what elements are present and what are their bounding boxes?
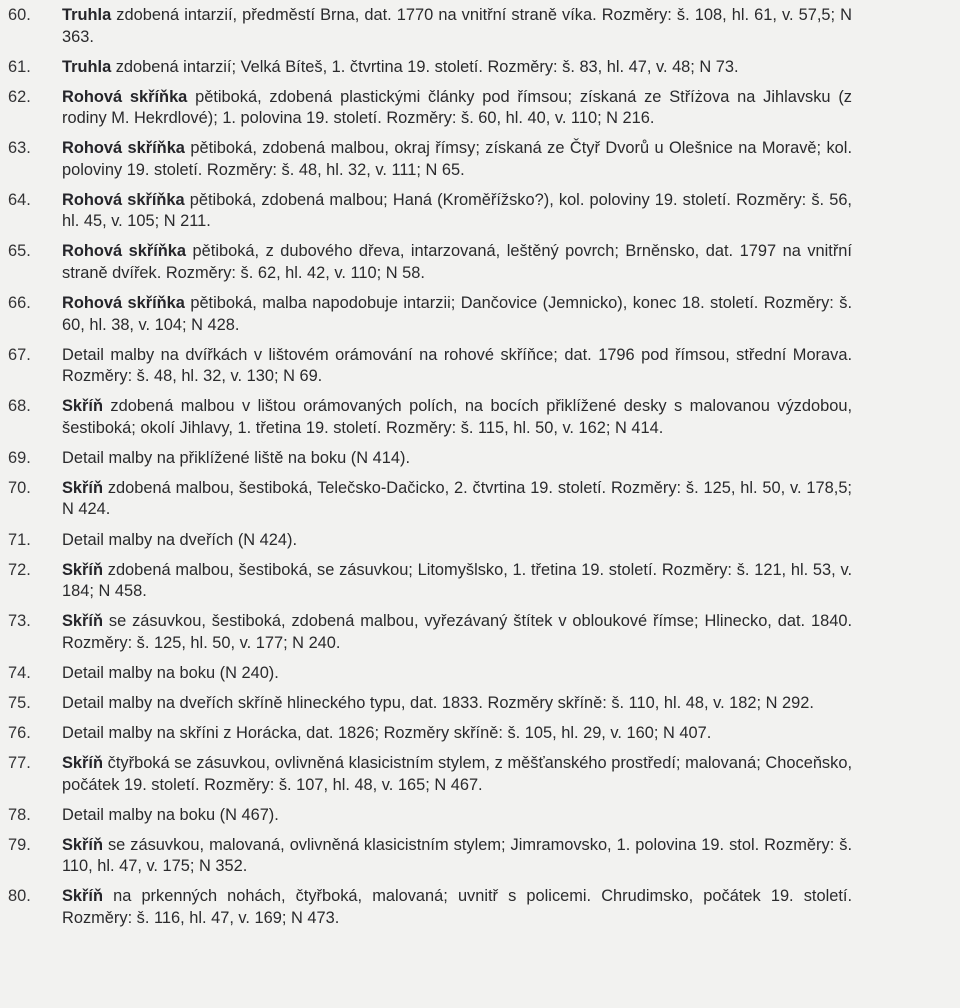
entry-number: 68.	[8, 397, 31, 416]
entry-text: zdobená malbou v lištou orámovaných polích, na bocích přiklížené desky s malovanou výzdobou, šestiboká; okolí Jihlavy, 1. třetina 19. století. Rozměry: š. 115, hl. 50, v. 162; N 414.	[62, 397, 852, 437]
entry-text: Detail malby na boku (N 240).	[62, 663, 279, 682]
entry-text: Detail malby na dvířkách v lištovém orámování na rohové skříňce; dat. 1796 pod římsou, střední Morava. Rozměry: š. 48, hl. 32, v. 130; N 69.	[62, 345, 852, 386]
entry-number: 79.	[8, 835, 31, 854]
entry-text: na prkenných nohách, čtyřboká, malovaná; uvnitř s policemi. Chrudimsko, počátek 19. století. Rozměry: š. 116, hl. 47, v. 169; N 473.	[62, 887, 852, 927]
entry-text: Detail malby na dveřích skříně hlineckého typu, dat. 1833. Rozměry skříně: š. 110, hl. 48, v. 182; N 292.	[62, 693, 814, 712]
entry-text: Detail malby na skříni z Horácka, dat. 1826; Rozměry skříně: š. 105, hl. 29, v. 160; N 407.	[62, 724, 712, 742]
entry-lead: Rohová skříňka	[62, 294, 185, 313]
entry-description	[62, 138, 852, 181]
entry-text: zdobená malbou, šestiboká, Telečsko-Dačicko, 2. čtvrtina 19. století. Rozměry: š. 125, hl. 50, v. 178,5; N 424.	[62, 478, 852, 519]
entry-description	[62, 560, 852, 603]
entry-description	[62, 835, 852, 878]
entry-description	[62, 478, 852, 521]
entry-number: 80.	[8, 887, 31, 906]
entry-number: 73.	[8, 612, 31, 631]
entry-lead: Rohová skříňka	[62, 242, 187, 261]
entry-description	[62, 753, 852, 796]
entry-number: 62.	[8, 87, 31, 106]
entry-lead: Skříň	[62, 887, 103, 906]
entry-lead: Rohová skříňka	[62, 190, 185, 209]
list-item	[0, 611, 960, 654]
list-item	[0, 5, 960, 48]
entry-text: pětiboká, z dubového dřeva, intarzovaná, leštěný povrch; Brněnsko, dat. 1797 na vnitřní straně dvířek. Rozměry: š. 62, hl. 42, v. 110; N 58.	[62, 242, 852, 282]
entry-number: 78.	[8, 805, 31, 824]
entry-lead: Skříň	[62, 478, 103, 497]
entry-number: 74.	[8, 663, 31, 682]
entry-lead: Skříň	[62, 397, 103, 416]
list-item	[0, 138, 960, 181]
entry-number: 60.	[8, 6, 31, 24]
entry-number: 75.	[8, 693, 31, 712]
entry-number: 72.	[8, 560, 31, 579]
entry-description	[62, 57, 852, 79]
entry-description	[62, 345, 852, 388]
entry-text: Detail malby na boku (N 467).	[62, 805, 279, 824]
entry-number: 70.	[8, 478, 31, 497]
list-item	[0, 478, 960, 521]
entry-description	[62, 611, 852, 654]
entry-number: 66.	[8, 294, 31, 313]
entry-number: 63.	[8, 139, 31, 158]
list-item	[0, 396, 960, 439]
entry-number: 77.	[8, 754, 31, 773]
list-item	[0, 753, 960, 796]
entry-text: pětiboká, malba napodobuje intarzii; Dančovice (Jemnicko), konec 18. století. Rozměry: š. 60, hl. 38, v. 104; N 428.	[62, 294, 852, 334]
entry-text: pětiboká, zdobená plastickými články pod římsou; získaná ze Stříżova na Jihlavsku (z rodiny M. Hekrdlové); 1. polovina 19. století. Rozměry: š. 60, hl. 40, v. 110; N 216.	[62, 87, 852, 128]
list-item	[0, 87, 960, 130]
entry-number: 67.	[8, 345, 31, 364]
entry-text: Detail malby na dveřích (N 424).	[62, 530, 298, 549]
entry-description	[62, 886, 852, 929]
entry-description	[62, 190, 852, 233]
list-item	[0, 835, 960, 878]
entry-number: 69.	[8, 448, 31, 467]
list-item	[0, 723, 960, 745]
entry-description	[62, 293, 852, 336]
entry-lead: Skříň	[62, 612, 103, 631]
entry-text: se zásuvkou, malovaná, ovlivněná klasicistním stylem; Jimramovsko, 1. polovina 19. stol. Rozměry: š. 110, hl. 47, v. 175; N 352.	[62, 835, 852, 876]
entry-text: zdobená malbou, šestiboká, se zásuvkou; Litomyšlsko, 1. třetina 19. století. Rozměry: š. 121, hl. 53, v. 184; N 458.	[62, 560, 852, 601]
list-item	[0, 693, 960, 715]
entry-lead: Truhla	[62, 57, 112, 76]
entry-description	[62, 5, 852, 48]
entry-description	[62, 87, 852, 130]
entry-text: čtyřboká se zásuvkou, ovlivněná klasicistním stylem, z měšťanského prostředí; malovaná; Choceňsko, počátek 19. století. Rozměry: š. 107, hl. 48, v. 165; N 467.	[62, 754, 852, 794]
list-item	[0, 560, 960, 603]
entry-text: Detail malby na přiklížené liště na boku (N 414).	[62, 448, 411, 467]
entry-text: pětiboká, zdobená malbou, okraj římsy; získaná ze Čtyř Dvorů u Olešnice na Moravě; kol. poloviny 19. století. Rozměry: š. 48, hl. 32, v. 111; N 65.	[62, 139, 852, 179]
entry-lead: Skříň	[62, 560, 103, 579]
list-item	[0, 190, 960, 233]
entry-description	[62, 530, 852, 552]
entry-text: se zásuvkou, šestiboká, zdobená malbou, vyřezávaný štítek v obloukové římse; Hlinecko, dat. 1840. Rozměry: š. 125, hl. 50, v. 177; N 240.	[62, 612, 852, 652]
list-item	[0, 663, 960, 685]
list-item	[0, 293, 960, 336]
entry-text: zdobená intarzií, předměstí Brna, dat. 1770 na vnitřní straně víka. Rozměry: š. 108, hl. 61, v. 57,5; N 363.	[62, 6, 852, 46]
entry-lead: Skříň	[62, 835, 103, 854]
entry-description	[62, 396, 852, 439]
entry-lead: Rohová skříňka	[62, 87, 188, 106]
list-item	[0, 448, 960, 470]
entry-number: 76.	[8, 724, 31, 742]
list-item	[0, 241, 960, 284]
list-item	[0, 530, 960, 552]
entry-description	[62, 693, 852, 715]
entry-description	[62, 448, 852, 470]
list-item	[0, 805, 960, 827]
entry-description	[62, 241, 852, 284]
list-item	[0, 57, 960, 79]
list-item	[0, 886, 960, 929]
entry-text: zdobená intarzií; Velká Bíteš, 1. čtvrtina 19. století. Rozměry: š. 83, hl. 47, v. 48; N 73.	[111, 57, 739, 76]
entry-description	[62, 723, 852, 745]
entry-number: 61.	[8, 57, 31, 76]
entry-number: 65.	[8, 242, 31, 261]
entry-lead: Rohová skříňka	[62, 139, 185, 158]
entry-description	[62, 663, 852, 685]
entry-lead: Truhla	[62, 6, 112, 24]
entry-text: pětiboká, zdobená malbou; Haná (Kroměřížsko?), kol. poloviny 19. století. Rozměry: š. 56, hl. 45, v. 105; N 211.	[62, 190, 852, 231]
list-item	[0, 345, 960, 388]
entry-lead: Skříň	[62, 754, 103, 773]
entry-number: 71.	[8, 530, 31, 549]
entry-description	[62, 805, 852, 827]
entry-number: 64.	[8, 190, 31, 209]
